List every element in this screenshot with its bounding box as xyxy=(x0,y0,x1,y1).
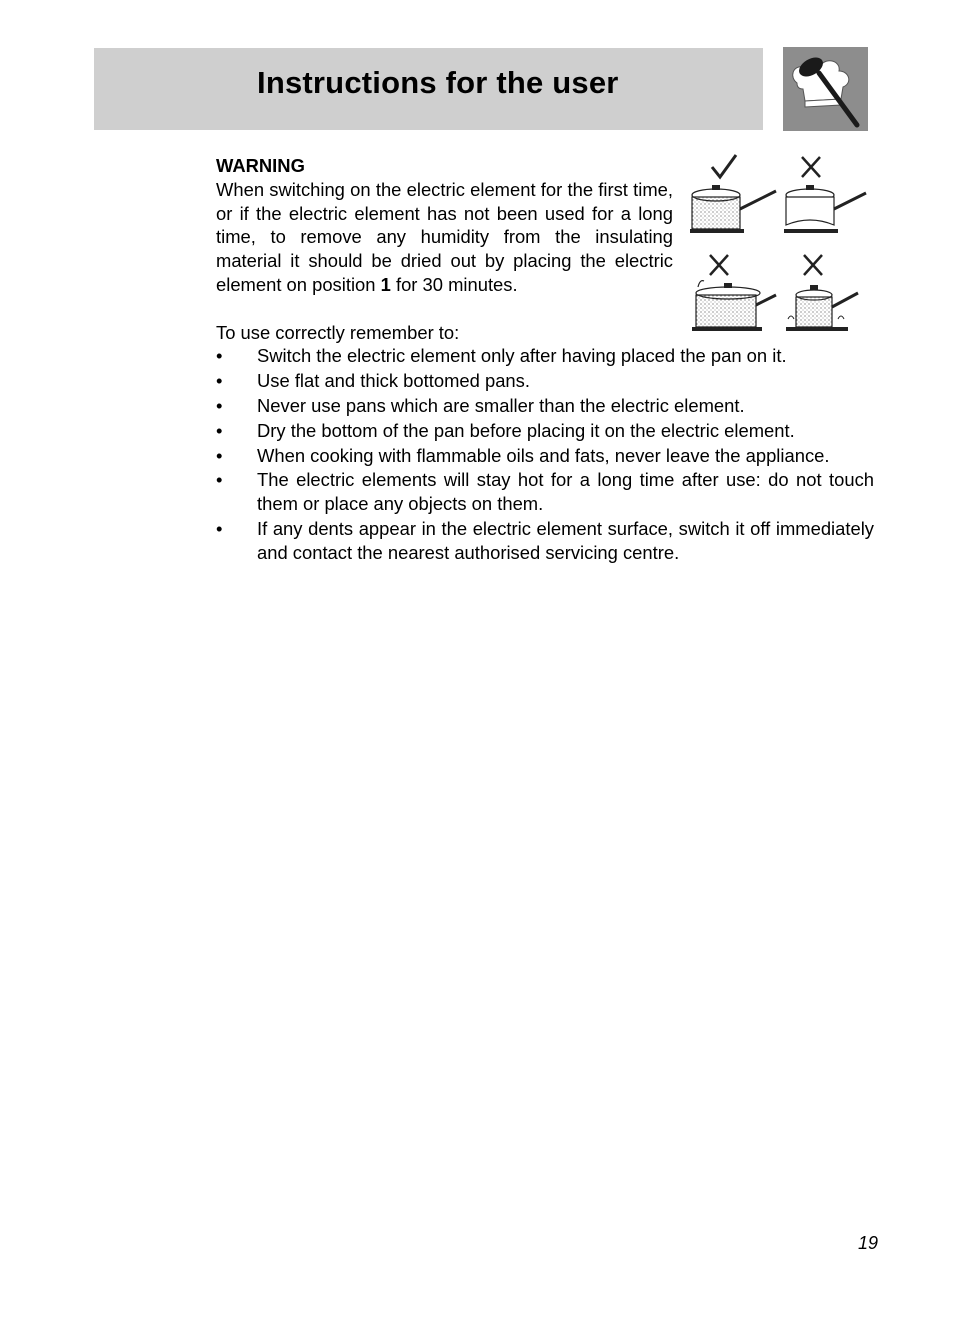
usage-list xyxy=(216,344,874,564)
cross-mark-icon xyxy=(710,255,728,275)
warning-text-part: When switching on the electric element for the first time, or if the electric element has not been used for a long time, to remove any humidity from the insulating material it should be dried out by placing the electric element on position xyxy=(216,178,673,295)
list-item xyxy=(216,517,874,565)
header-bar xyxy=(94,48,763,130)
bullet-icon: • xyxy=(216,517,223,539)
pan-on-hob-icon xyxy=(786,285,858,331)
cross-mark-icon xyxy=(804,255,822,275)
usage-intro: To use correctly remember to: xyxy=(216,321,460,343)
bullet-icon: • xyxy=(216,345,223,367)
list-item xyxy=(216,344,874,368)
warning-position: 1 xyxy=(380,273,391,295)
bullet-icon: • xyxy=(216,444,223,466)
list-item xyxy=(216,394,874,418)
list-item-text: Dry the bottom of the pan before placing it on the electric element. xyxy=(257,419,795,441)
bullet-icon: • xyxy=(216,469,223,491)
list-item xyxy=(216,468,874,516)
warning-title: WARNING xyxy=(216,155,305,176)
list-item xyxy=(216,419,874,443)
warning-text xyxy=(216,178,673,297)
list-item-text: If any dents appear in the electric element surface, switch it off immediately and contact the nearest authorised servicing centre. xyxy=(257,517,874,563)
list-item-text: When cooking with flammable oils and fats, never leave the appliance. xyxy=(257,444,830,466)
warning-text-end: for 30 minutes. xyxy=(390,273,518,295)
pan-on-hob-icon xyxy=(692,281,776,331)
pan-on-hob-icon xyxy=(784,185,866,233)
list-item-text: Never use pans which are smaller than the electric element. xyxy=(257,394,745,416)
page-title: Instructions for the user xyxy=(257,65,619,100)
bullet-icon: • xyxy=(216,370,223,392)
list-item xyxy=(216,444,874,468)
cross-mark-icon xyxy=(802,157,820,177)
list-item-text: The electric elements will stay hot for a long time after use: do not touch them or place any objects on them. xyxy=(257,469,874,515)
bullet-icon: • xyxy=(216,394,223,416)
page-number: 19 xyxy=(858,1233,879,1253)
pan-on-hob-icon xyxy=(690,185,776,233)
check-mark-icon xyxy=(712,155,736,177)
pan-usage-illustration xyxy=(688,151,868,333)
list-item-text: Switch the electric element only after having placed the pan on it. xyxy=(257,345,787,367)
chef-hat-spoon-icon xyxy=(783,47,868,131)
list-item-text: Use flat and thick bottomed pans. xyxy=(257,370,530,392)
bullet-icon: • xyxy=(216,419,223,441)
list-item xyxy=(216,369,874,393)
